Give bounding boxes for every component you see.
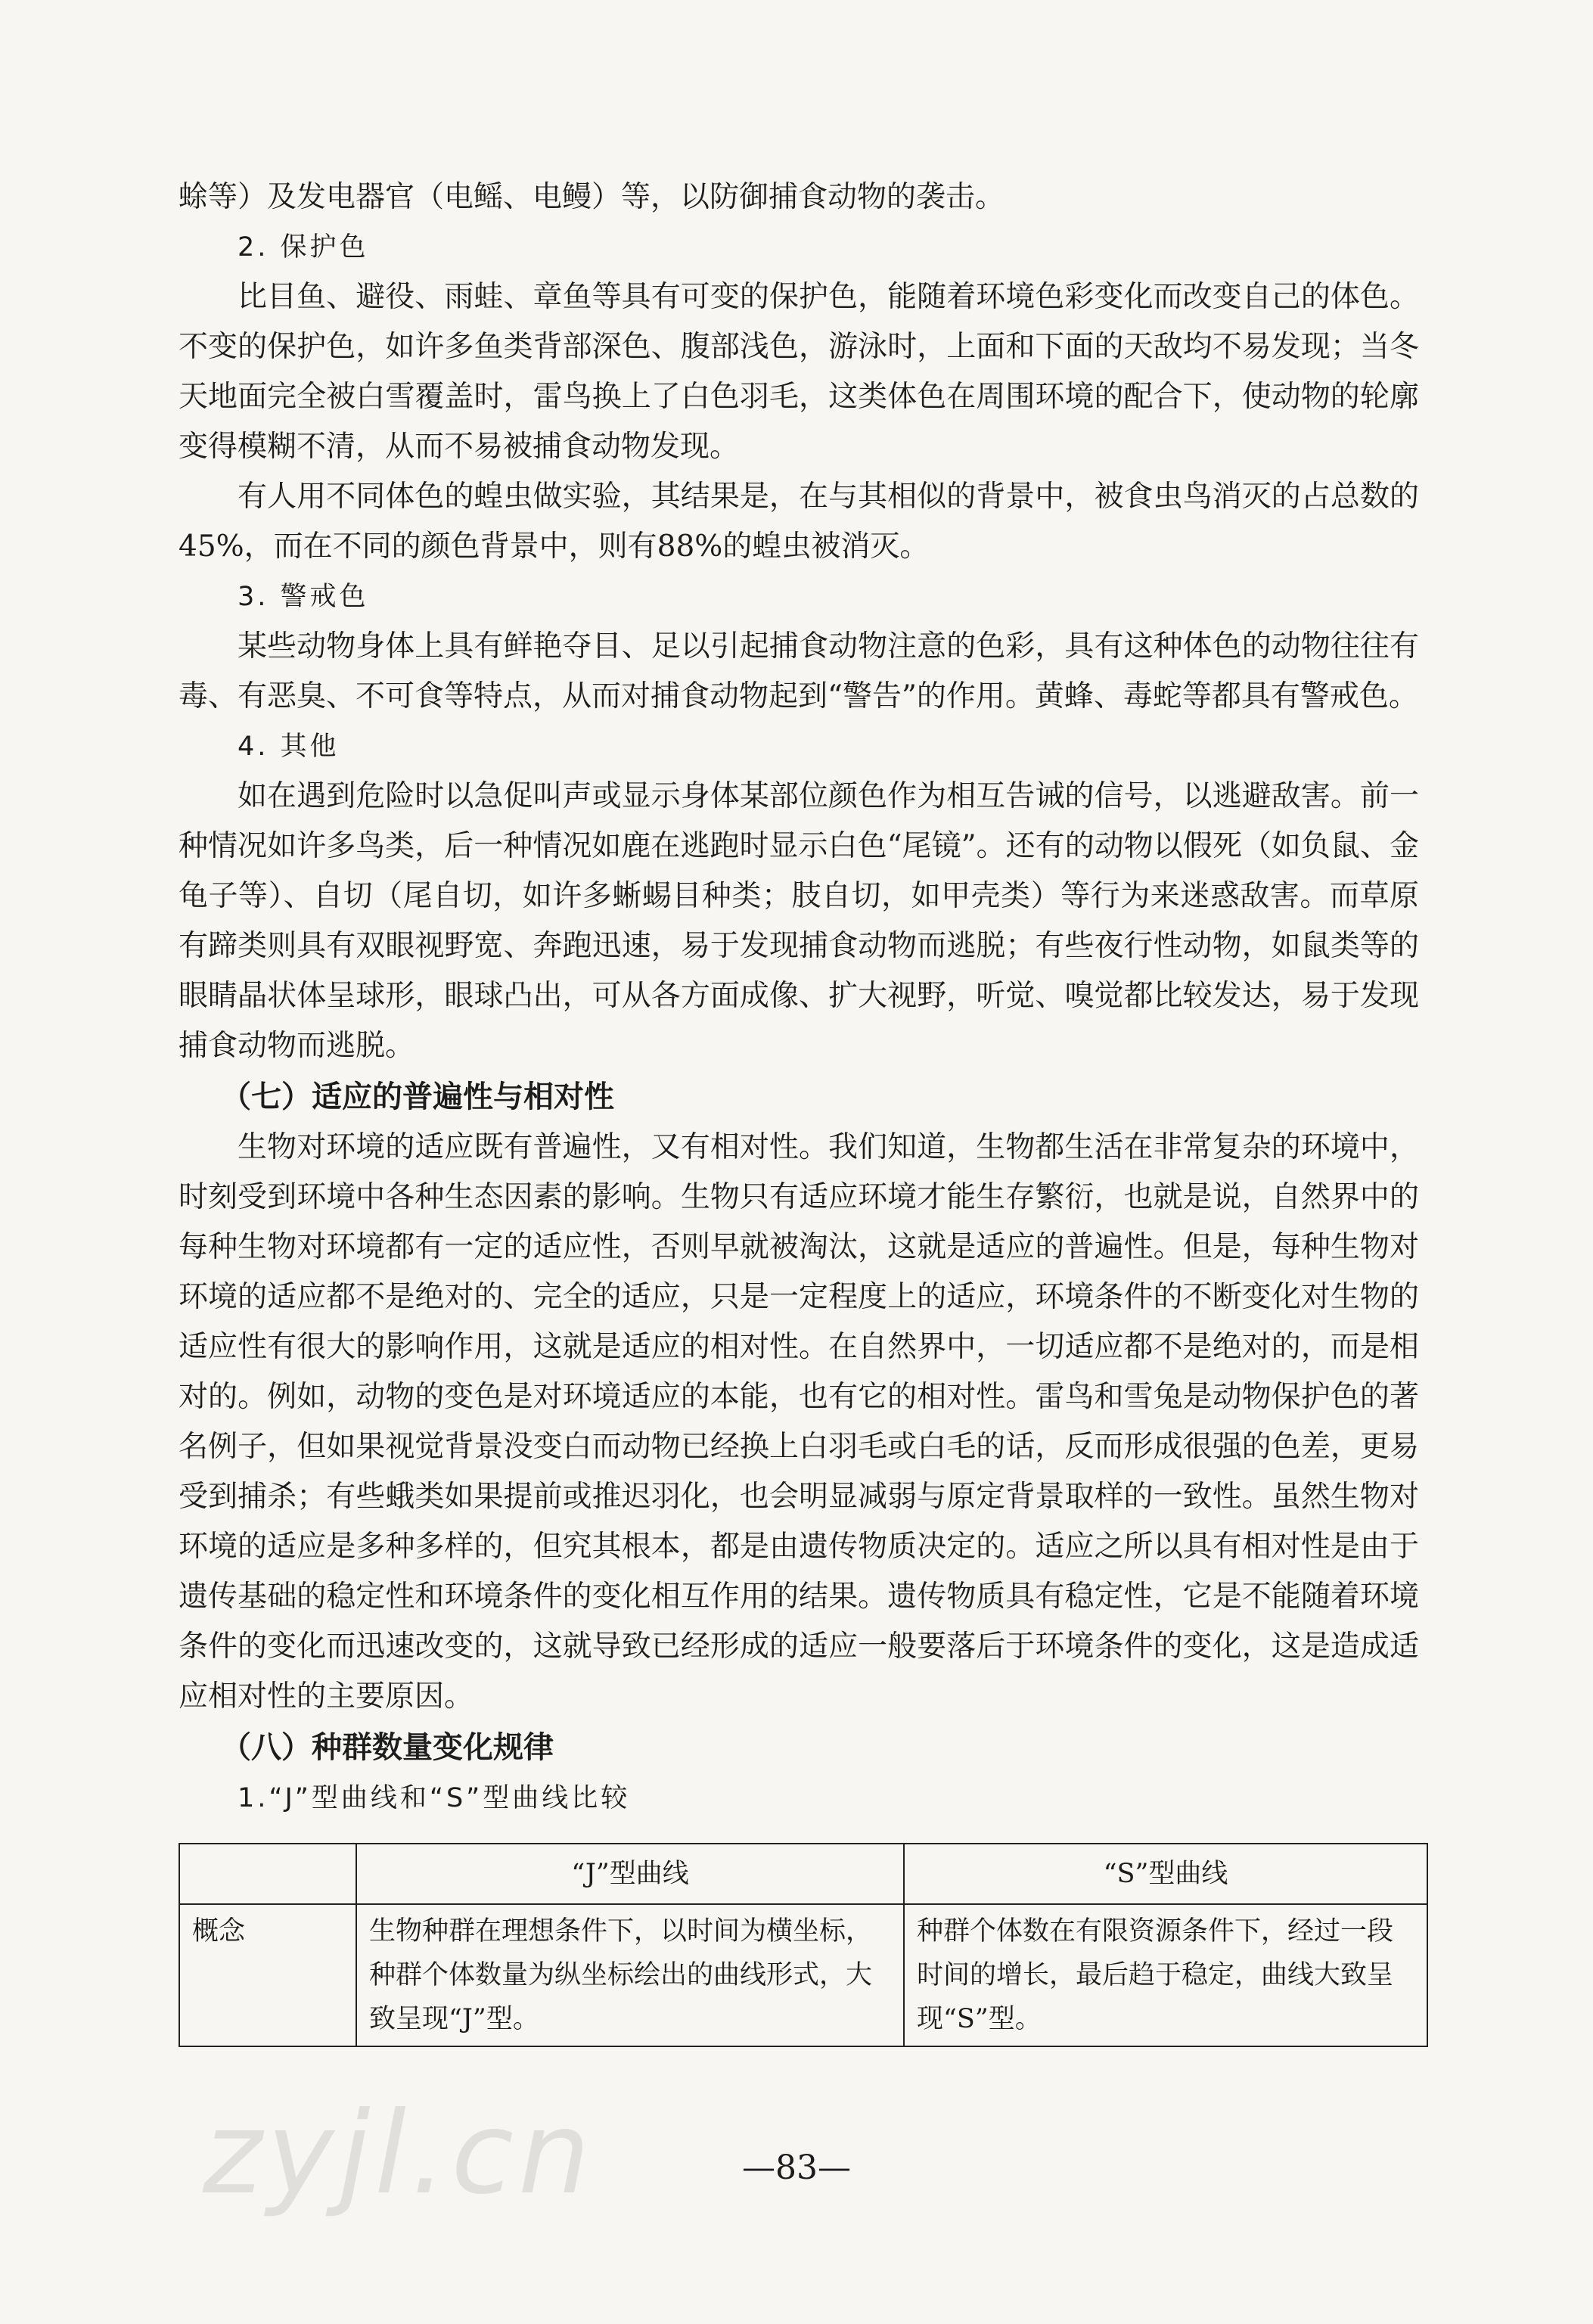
subheading-curve-comparison: 1.“J”型曲线和“S”型曲线比较 [238,1783,631,1813]
page-number: —83— [742,2148,851,2187]
table-header-row [179,1844,1427,1904]
paragraph: 生物对环境的适应既有普遍性，又有相对性。我们知道，生物都生活在非常复杂的环境中，时刻受到环境中各种生态因素的影响。生物只有适应环境才能生存繁衍，也就是说，自然界中的每种生物对环境都有一定的适应性，否则早就被淘汰，这就是适应的普遍性。但是，每种生物对环境的适应都不是绝对的、完全的适应，只是一定程度上的适应，环境条件的不断变化对生物的适应性有很大的影响作用，这就是适应的相对性。在自然界中，一切适应都不是绝对的，而是相对的。例如，动物的变色是对环境适应的本能，也有它的相对性。雷鸟和雪兔是动物保护色的著名例子，但如果视觉背景没变白而动物已经换上白羽毛或白毛的话，反而形成很强的色差，更易受到捕杀；有些蛾类如果提前或推迟羽化，也会明显减弱与原定背景取样的一致性。虽然生物对环境的适应是多种多样的，但究其根本，都是由遗传物质决定的。适应之所以具有相对性是由于遗传基础的稳定性和环境条件的变化相互作用的结果。遗传物质具有稳定性，它是不能随着环境条件的变化而迅速改变的，这就导致已经形成的适应一般要落后于环境条件的变化，这是造成适应相对性的主要原因。 [179,1130,1419,1713]
table-header-cell: “S”型曲线 [904,1844,1427,1904]
paragraph: 比目鱼、避役、雨蛙、章鱼等具有可变的保护色，能随着环境色彩变化而改变自己的体色。不变的保护色，如许多鱼类背部深色、腹部浅色，游泳时，上面和下面的天敌均不易发现；当冬天地面完全被白雪覆盖时，雷鸟换上了白色羽毛，这类体色在周围环境的配合下，使动物的轮廓变得模糊不清，从而不易被捕食动物发现。 [179,280,1419,464]
subheading-other: 4. 其他 [238,732,340,762]
table-header-cell: “J”型曲线 [356,1844,904,1904]
table-header-cell [179,1844,356,1904]
paragraph: 某些动物身体上具有鲜艳夺目、足以引起捕食动物注意的色彩，具有这种体色的动物往往有毒、有恶臭、不可食等特点，从而对捕食动物起到“警告”的作用。黄蜂、毒蛇等都具有警戒色。 [179,629,1419,713]
table-cell: 种群个体数在有限资源条件下，经过一段时间的增长，最后趋于稳定，曲线大致呈现“S”型。 [904,1904,1427,2046]
table-row [179,1904,1427,2046]
table-cell: 生物种群在理想条件下，以时间为横坐标，种群个体数量为纵坐标绘出的曲线形式，大致呈现“J”型。 [356,1904,904,2046]
subheading-warning-color: 3. 警戒色 [238,582,369,612]
subheading-protective-color: 2. 保护色 [238,232,369,263]
table-cell: 概念 [179,1904,356,2046]
section-heading-adaptation: （七）适应的普遍性与相对性 [221,1080,614,1114]
paragraph: 蜍等）及发电器官（电鳐、电鳗）等，以防御捕食动物的袭击。 [179,180,1005,214]
paragraph: 有人用不同体色的蝗虫做实验，其结果是，在与其相似的背景中，被食虫鸟消灭的占总数的45%，而在不同的颜色背景中，则有88%的蝗虫被消灭。 [179,480,1419,564]
comparison-table [179,1843,1428,2047]
page-content [179,172,1419,2047]
watermark: zyjl.cn [203,2088,595,2220]
paragraph: 如在遇到危险时以急促叫声或显示身体某部位颜色作为相互告诫的信号，以逃避敌害。前一种情况如许多鸟类，后一种情况如鹿在逃跑时显示白色“尾镜”。还有的动物以假死（如负鼠、金龟子等）、自切（尾自切，如许多蜥蜴目种类；肢自切，如甲壳类）等行为来迷惑敌害。而草原有蹄类则具有双眼视野宽、奔跑迅速，易于发现捕食动物而逃脱；有些夜行性动物，如鼠类等的眼睛晶状体呈球形，眼球凸出，可从各方面成像、扩大视野，听觉、嗅觉都比较发达，易于发现捕食动物而逃脱。 [179,779,1419,1063]
section-heading-population: （八）种群数量变化规律 [221,1730,554,1765]
